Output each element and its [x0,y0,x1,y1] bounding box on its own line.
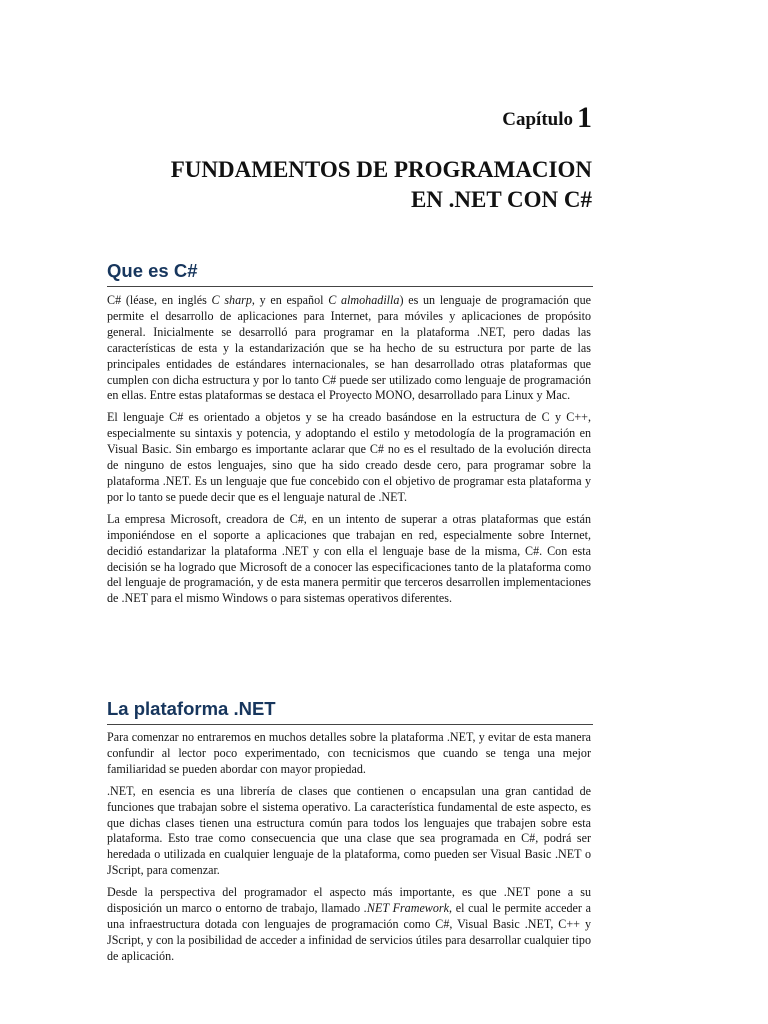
chapter-number: 1 [577,101,592,134]
section-heading-que-es-csharp: Que es C# [107,260,593,287]
paragraph: .NET, en esencia es una librería de clases que contienen o encapsulan una gran cantidad de funciones que trabajan sobre el sistema operativo. La característica fundamental de este aspecto, es que dichas clases tienen una estructura común para todos los lenguajes que trabajen sobre esta plataforma. Esto trae como consecuencia que una clase que sea programada en C#, podrá ser heredada o utilizada en cualquier lenguaje de la plataforma, como pueden ser Visual Basic .NET o JScript, para comenzar. [107,783,591,878]
text-run: ) es un lenguaje de programación que permite el desarrollo de aplicaciones para Internet, para móviles y aplicaciones de propósito general. Inicialmente se desarrolló para programar en la plataforma .NET, pero dadas las características de esta y la estandarización que se ha hecho de su estructura por parte de las principales entidades de estándares internacionales, se han desarrollado otras plataformas que cumplen con dicha estructura y por lo tanto C# puede ser utilizado como lenguaje de programación en ellas. Entre estas plataformas se destaca el Proyecto MONO, desarrollado para Linux y Mac. [107,293,591,403]
paragraph: El lenguaje C# es orientado a objetos y se ha creado basándose en la estructura de C y C++, especialmente su sintaxis y potencia, y adoptando el estilo y metodología de la programación en Visual Basic. Sin embargo es importante aclarar que C# no es el resultado de la evolución directa de ninguno de estos lenguajes, sino que ha sido creado desde cero, para programar sobre la plataforma .NET. Es un lenguaje que fue concebido con el objetivo de programar esta plataforma y por lo tanto se puede decir que es el lenguaje natural de .NET. [107,410,591,504]
italic-term: C sharp [211,293,252,307]
text-run: C# (léase, en inglés [107,293,212,307]
text-run: , el cual le permite acceder a una infraestructura dotada con lenguajes de programación como C#, Visual Basic .NET, C++ y JScript, y con la posibilidad de acceder a infinidad de servicios útiles para desarrollar cualquier tipo de aplicación. [107,901,591,963]
chapter-label [502,100,592,138]
italic-term: C almohadilla [328,293,400,307]
section-que-es-csharp [107,293,591,613]
section-plataforma-net [107,730,591,971]
italic-term: .NET Framework [363,901,449,916]
paragraph: Para comenzar no entraremos en muchos detalles sobre la plataforma .NET, y evitar de esta manera confundir al lector poco experimentado, con tecnicismos que cuando se tenga una mejor familiaridad se pueden abordar con mayor propiedad. [107,730,591,776]
paragraph: La empresa Microsoft, creadora de C#, en un intento de superar a otras plataformas que están imponiéndose en el soporte a aplicaciones que trabajan en red, especialmente sobre Internet, decidió estandarizar la plataforma .NET y con ella el lenguaje base de la misma, C#. Con esta decisión se ha logrado que Microsoft de a conocer las especificaciones tanto de la plataforma como del lenguaje de programación, y de esta manera permitir que terceros desarrollen implementaciones de .NET para el mismo Windows o para sistemas operativos diferentes. [107,511,591,606]
text-run: Desde la perspectiva del programador el aspecto más importante, es que .NET pone a su disposición un marco o entorno de trabajo, llamado [107,885,591,916]
section-heading-plataforma-net: La plataforma .NET [107,698,593,725]
chapter-title-line-2: EN .NET CON C# [410,187,592,212]
chapter-title [32,155,592,215]
chapter-title-line-1: FUNDAMENTOS DE PROGRAMACION [170,157,592,182]
chapter-word: Capítulo [502,109,573,130]
paragraph [107,885,591,965]
text-run: , y en español [251,293,329,307]
paragraph [107,293,591,404]
